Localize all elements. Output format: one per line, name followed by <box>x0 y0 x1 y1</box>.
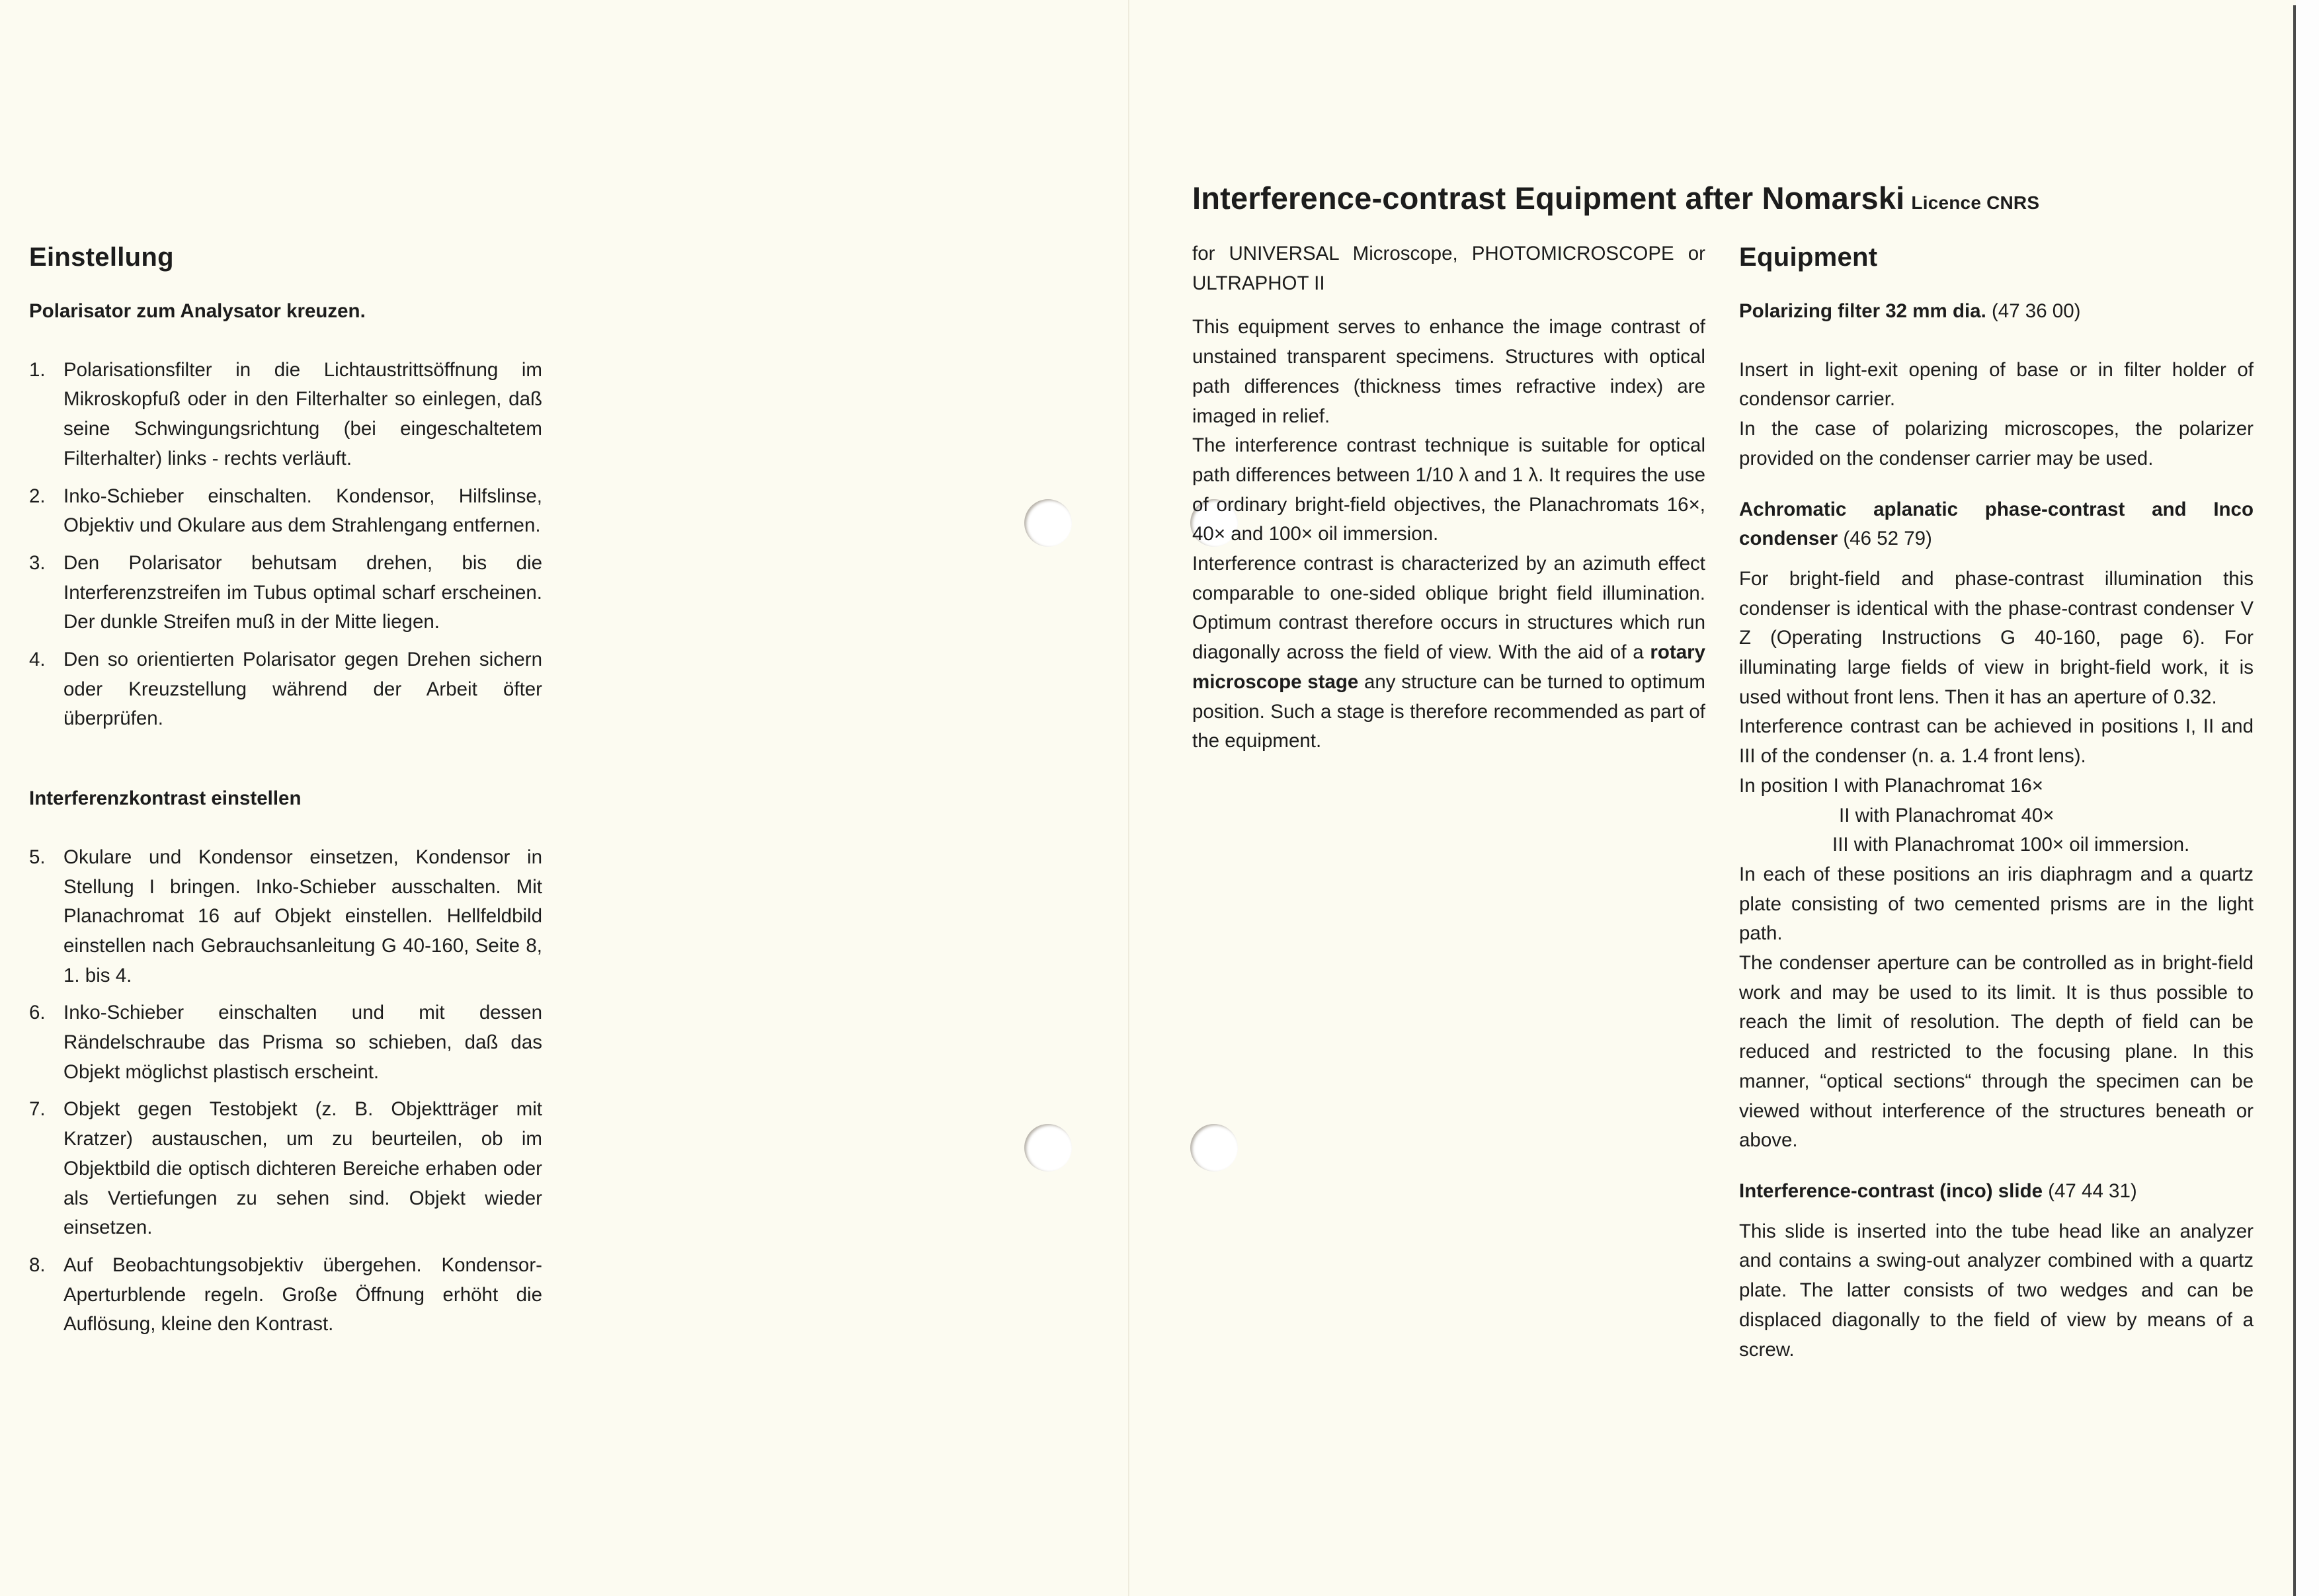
steps-list-a <box>29 356 542 734</box>
step-number: 3. <box>29 551 46 574</box>
list-item <box>29 549 542 637</box>
step-text: Den Polarisator behutsam drehen, bis die Interferenzstreifen im Tubus optimal scharf erscheinen. Der dunkle Streifen muß in der Mitte liegen. <box>63 551 542 633</box>
item-title <box>1739 297 2254 327</box>
list-item <box>29 482 542 541</box>
item-paragraph: In each of these positions an iris diaphragm and a quartz plate consisting of two cemented prisms are in the light path. <box>1739 863 2254 945</box>
item-title <box>1739 1177 2254 1207</box>
item-paragraph: The condenser aperture can be controlled as in bright-field work and may be used to its limit. It is thus possible to reach the limit of resolution. The depth of field can be reduced and restricted to the focusing plane. In this manner, “optical sections“ through the specimen can be viewed without interference of the structures beneath or above. <box>1739 952 2254 1152</box>
intro-column <box>1192 239 1705 756</box>
item-name: Achromatic aplanatic phase-contrast and Inco condenser <box>1739 498 2254 550</box>
text-run: Interference contrast is characterized by an azimuth effect comparable to one-sided oblique bright field illumination. Optimum contrast therefore occurs in structures which run diagonally across the field of view. With the aid of a <box>1192 553 1705 664</box>
text-run: any structure can be turned to optimum position. Such a stage is therefore recommended as part of the equipment. <box>1192 670 1706 752</box>
section-heading: Einstellung <box>29 243 174 272</box>
step-number: 2. <box>29 485 46 507</box>
item-paragraph: Insert in light-exit opening of base or in filter holder of condensor carrier. <box>1739 358 2254 411</box>
section-heading-2: Interferenzkontrast einstellen <box>29 787 302 810</box>
step-text: Okulare und Kondensor einsetzen, Kondensor in Stellung I bringen. Inko-Schieber ausschalten. Mit Planachromat 16 auf Objekt einstellen. Hellfeldbild einstellen nach Gebrauchsanleitung G 40-160, Seite 8, 1. bis 4. <box>63 846 542 986</box>
list-item <box>29 356 542 474</box>
intro-paragraph <box>1192 549 1705 756</box>
step-text: Auf Beobachtungsobjektiv übergehen. Kondensor-Aperturblende regeln. Große Öffnung erhöht die Auflösung, kleine den Kontrast. <box>63 1254 542 1336</box>
item-code: (47 36 00) <box>1991 300 2081 322</box>
item-name: Interference-contrast (inco) slide <box>1739 1179 2043 1202</box>
left-page-column <box>29 241 542 1339</box>
steps-list-b <box>29 843 542 1339</box>
licence-label: Licence CNRS <box>1911 192 2040 213</box>
position-line: III with Planachromat 100× oil immersion. <box>1832 834 2190 856</box>
item-name: Polarizing filter 32 mm dia. <box>1739 300 1986 322</box>
step-number: 4. <box>29 649 46 671</box>
step-text: Polarisationsfilter in die Lichtaustrittsöffnung im Mikroskopfuß oder in den Filterhalter so einlegen, daß seine Schwingungsrichtung (bei eingeschaltetem Filterhalter) links - rechts verläuft. <box>63 358 542 469</box>
step-text: Den so orientierten Polarisator gegen Drehen sichern oder Kreuzstellung während der Arbeit öfter überprüfen. <box>63 649 542 730</box>
item-code: (47 44 31) <box>2048 1179 2137 1202</box>
punch-hole-icon <box>1024 1124 1072 1172</box>
step-text: Inko-Schieber einschalten und mit dessen Rändelschraube das Prisma so schieben, daß das Objekt möglichst plastisch erscheint. <box>63 1002 542 1083</box>
punch-hole-icon <box>1190 1124 1238 1172</box>
page-title <box>1192 179 2039 223</box>
item-paragraph: For bright-field and phase-contrast illumination this condenser is identical with the phase-contrast condenser V Z (Operating Instructions G 40-160, page 6). For illuminating large fields of view in bright-field work, it is used without front lens. Then it has an aperture of 0.32. <box>1739 567 2254 708</box>
step-text: Objekt gegen Testobjekt (z. B. Objektträger mit Kratzer) austauschen, um zu beurteilen, ob im Objektbild die optisch dichteren Bereiche erhaben oder als Vertiefungen zu sehen sind. Objekt wieder einsetzen. <box>63 1098 542 1239</box>
scan-background <box>2296 0 2319 1596</box>
list-item <box>29 1095 542 1243</box>
position-line: In position I with Planachromat 16× <box>1739 774 2043 797</box>
intro-paragraph: The interference contrast technique is suitable for optical path differences between 1/10 λ and 1 λ. It requires the use of ordinary bright-field objectives, the Planachromats 16×, 40× and 100× oil immersion. <box>1192 434 1705 545</box>
intro-subtitle: for UNIVERSAL Microscope, PHOTOMICROSCOPE or ULTRAPHOT II <box>1192 243 1705 294</box>
intro-paragraph: This equipment serves to enhance the image contrast of unstained transparent specimens. Structures with optical path differences (thickness times refractive index) are imaged in relief. <box>1192 316 1705 427</box>
item-paragraph: This slide is inserted into the tube head like an analyzer and contains a swing-out analyzer combined with a quartz plate. The latter consists of two wedges and can be displaced diagonally to the field of view by means of a screw. <box>1739 1220 2254 1361</box>
step-text: Inko-Schieber einschalten. Kondensor, Hilfslinse, Objektiv und Okulare aus dem Strahlengang entfernen. <box>63 485 542 537</box>
section-subheading: Polarisator zum Analysator kreuzen. <box>29 300 366 322</box>
list-item <box>29 843 542 991</box>
item-title <box>1739 495 2254 554</box>
item-code: (46 52 79) <box>1843 528 1932 550</box>
step-number: 1. <box>29 358 46 381</box>
list-item <box>29 998 542 1087</box>
step-number: 5. <box>29 846 46 868</box>
position-line: II with Planachromat 40× <box>1839 804 2055 826</box>
step-number: 7. <box>29 1098 46 1121</box>
list-item <box>29 645 542 734</box>
item-paragraph: In the case of polarizing microscopes, the polarizer provided on the condenser carrier may be used. <box>1739 418 2254 469</box>
step-number: 8. <box>29 1254 46 1276</box>
title-text: Interference-contrast Equipment after Nomarski <box>1192 180 1905 216</box>
text-run-bold: rotary microscope stage <box>1192 641 1705 693</box>
center-fold <box>1128 0 1129 1596</box>
punch-hole-icon <box>1024 499 1072 547</box>
equipment-column <box>1739 241 2254 1365</box>
item-paragraph: Interference contrast can be achieved in positions I, II and III of the condenser (n. a. 1.4 front lens). <box>1739 715 2254 768</box>
equipment-heading: Equipment <box>1739 243 1878 272</box>
list-item <box>29 1251 542 1339</box>
step-number: 6. <box>29 1002 46 1024</box>
